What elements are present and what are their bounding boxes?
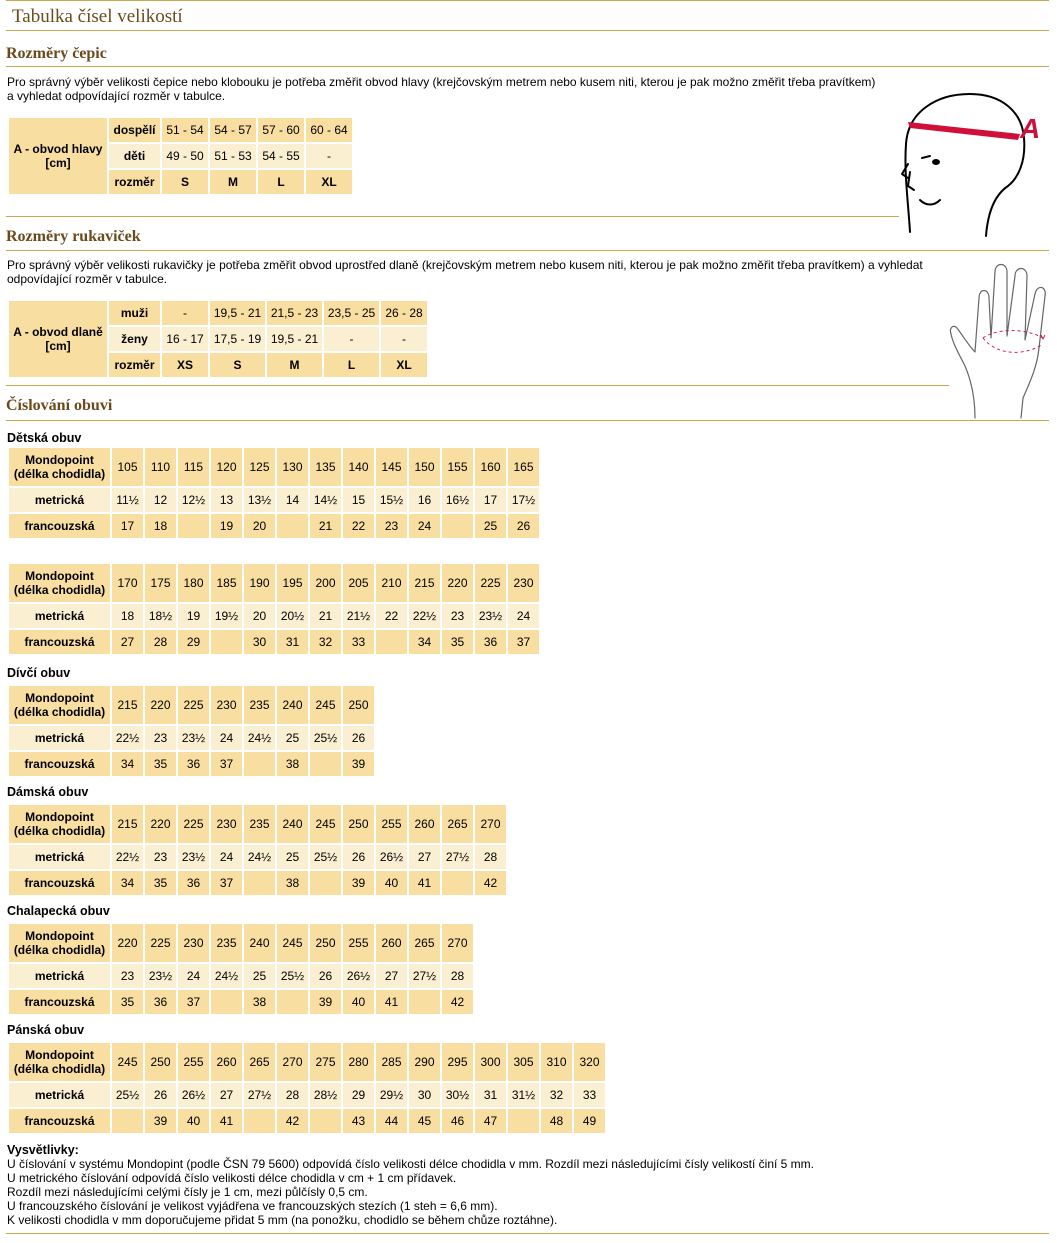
legend-line: K velikosti chodidla v mm doporučujeme přidat 5 mm (na ponožku, chodidlo se během chůze roztáhne). — [7, 1213, 558, 1227]
gloves-row-head: A - obvod dlaně [cm] — [9, 301, 107, 377]
size-cell — [442, 871, 473, 895]
size-cell — [178, 514, 209, 538]
size-cell: 235 — [244, 805, 275, 843]
size-cell: 30 — [409, 1083, 440, 1107]
legend-line: U francouzského číslování je velikost vyjádřena ve francouzských stezích (1 steh = 6,6 mm). — [7, 1199, 498, 1213]
size-cell: 260 — [376, 924, 407, 962]
shoe-size-table — [7, 803, 508, 897]
legend-line: U metrického číslování odpovídá číslo velikosti délce chodidla v cm + 1 cm přídavek. — [7, 1171, 457, 1185]
size-cell: 41 — [376, 990, 407, 1014]
size-cell: 30 — [244, 630, 275, 654]
size-cell: 23½ — [475, 604, 506, 628]
row-label: Mondopoint (délka chodidla) — [9, 924, 110, 962]
size-cell: 245 — [310, 686, 341, 724]
row-label: metrická — [9, 726, 110, 750]
size-cell: 285 — [376, 1043, 407, 1081]
size-cell: 40 — [343, 990, 374, 1014]
row-label: francouzská — [9, 871, 110, 895]
size-cell: 25½ — [310, 726, 341, 750]
size-cell: 275 — [310, 1043, 341, 1081]
size-cell: 215 — [112, 805, 143, 843]
size-cell: 23½ — [178, 726, 209, 750]
size-cell: 29 — [343, 1083, 374, 1107]
shoe-table-title: Chalapecká obuv — [7, 904, 110, 918]
size-cell: 120 — [211, 448, 242, 486]
caps-size-table: A - obvod hlavy [cm] dospělí 51 - 54 54 - 57 57 - 60 60 - 64 děti 49 - 50 51 - 53 54 - 55 - rozměr S M L XL — [7, 116, 354, 196]
size-cell: 26 — [145, 1083, 176, 1107]
size-cell: 125 — [244, 448, 275, 486]
size-cell — [310, 1109, 341, 1133]
size-cell: 23 — [442, 604, 473, 628]
row-label: Mondopoint (délka chodidla) — [9, 564, 110, 602]
divider — [6, 385, 949, 386]
size-cell: 20 — [244, 604, 275, 628]
shoe-table-title: Pánská obuv — [7, 1023, 85, 1037]
size-cell: 210 — [376, 564, 407, 602]
size-cell: 23½ — [178, 845, 209, 869]
size-cell: 31½ — [508, 1083, 539, 1107]
size-cell: 40 — [376, 871, 407, 895]
size-cell: 175 — [145, 564, 176, 602]
size-cell: 23 — [376, 514, 407, 538]
size-cell: 19½ — [211, 604, 242, 628]
size-cell: 23 — [112, 964, 143, 988]
arrow-icon — [1041, 335, 1045, 339]
size-cell: 36 — [178, 752, 209, 776]
size-cell: 24 — [409, 514, 440, 538]
row-label: metrická — [9, 964, 110, 988]
size-cell: 27 — [211, 1083, 242, 1107]
size-cell: 225 — [475, 564, 506, 602]
size-cell: 230 — [178, 924, 209, 962]
gloves-heading: Rozměry rukaviček — [6, 228, 141, 245]
row-label: metrická — [9, 604, 110, 628]
size-cell — [211, 630, 242, 654]
size-cell — [277, 514, 308, 538]
size-cell: 29½ — [376, 1083, 407, 1107]
size-cell: 41 — [211, 1109, 242, 1133]
size-cell: 12½ — [178, 488, 209, 512]
size-cell: 26½ — [376, 845, 407, 869]
size-cell: 23 — [145, 726, 176, 750]
size-cell: 255 — [178, 1043, 209, 1081]
size-cell: 42 — [442, 990, 473, 1014]
size-cell: 36 — [475, 630, 506, 654]
size-cell — [244, 871, 275, 895]
size-cell: 37 — [178, 990, 209, 1014]
size-cell: 23½ — [145, 964, 176, 988]
size-cell: 31 — [277, 630, 308, 654]
size-cell: 24 — [178, 964, 209, 988]
size-cell: 260 — [409, 805, 440, 843]
size-cell: 27½ — [244, 1083, 275, 1107]
row-label: francouzská — [9, 630, 110, 654]
size-cell: 28½ — [310, 1083, 341, 1107]
divider — [6, 66, 1049, 67]
size-cell: 270 — [475, 805, 506, 843]
size-cell: 43 — [343, 1109, 374, 1133]
row-label: francouzská — [9, 990, 110, 1014]
size-cell: 225 — [178, 686, 209, 724]
marker-label: A — [1020, 113, 1041, 144]
shoe-table-title: Dětská obuv — [7, 431, 82, 445]
size-cell: 115 — [178, 448, 209, 486]
size-cell: 20 — [244, 514, 275, 538]
size-cell: 27 — [409, 845, 440, 869]
size-cell: 34 — [409, 630, 440, 654]
size-cell: 300 — [475, 1043, 506, 1081]
row-label: Mondopoint (délka chodidla) — [9, 805, 110, 843]
size-cell: 26 — [310, 964, 341, 988]
size-cell: 160 — [475, 448, 506, 486]
size-cell: 25 — [475, 514, 506, 538]
size-cell: 22 — [376, 604, 407, 628]
row-label: metrická — [9, 1083, 110, 1107]
legend-title: Vysvětlivky: — [7, 1143, 79, 1157]
eye-icon — [932, 159, 940, 165]
size-cell: 250 — [343, 686, 374, 724]
size-cell: 165 — [508, 448, 539, 486]
size-cell — [244, 752, 275, 776]
size-cell: 225 — [145, 924, 176, 962]
row-label: Mondopoint (délka chodidla) — [9, 686, 110, 724]
size-cell: 205 — [343, 564, 374, 602]
size-cell: 21½ — [343, 604, 374, 628]
size-cell: 25 — [277, 726, 308, 750]
legend-line: Rozdíl mezi následujícími celými čísly je 1 cm, mezi půlčísly 0,5 cm. — [7, 1185, 368, 1199]
size-cell: 24 — [211, 726, 242, 750]
size-cell: 250 — [310, 924, 341, 962]
size-cell: 260 — [211, 1043, 242, 1081]
size-cell: 35 — [442, 630, 473, 654]
size-cell — [211, 990, 242, 1014]
size-cell: 28 — [475, 845, 506, 869]
size-cell: 295 — [442, 1043, 473, 1081]
size-cell: 185 — [211, 564, 242, 602]
size-cell: 240 — [277, 686, 308, 724]
shoe-size-table — [7, 1041, 607, 1135]
size-cell: 15½ — [376, 488, 407, 512]
size-cell: 32 — [541, 1083, 572, 1107]
size-cell: 26½ — [178, 1083, 209, 1107]
size-cell: 265 — [442, 805, 473, 843]
size-cell: 27 — [112, 630, 143, 654]
size-cell: 145 — [376, 448, 407, 486]
size-cell: 39 — [310, 990, 341, 1014]
size-cell: 255 — [376, 805, 407, 843]
size-cell: 195 — [277, 564, 308, 602]
size-cell: 46 — [442, 1109, 473, 1133]
size-cell: 37 — [508, 630, 539, 654]
size-cell — [508, 1109, 539, 1133]
size-cell: 105 — [112, 448, 143, 486]
legend — [7, 1143, 1047, 1227]
caps-row-head: A - obvod hlavy [cm] — [9, 118, 107, 194]
size-cell: 47 — [475, 1109, 506, 1133]
size-cell — [376, 630, 407, 654]
size-cell: 28 — [145, 630, 176, 654]
size-cell: 270 — [442, 924, 473, 962]
size-cell: 38 — [277, 752, 308, 776]
size-cell: 265 — [409, 924, 440, 962]
row-label: metrická — [9, 488, 110, 512]
size-cell: 42 — [475, 871, 506, 895]
size-cell: 18 — [112, 604, 143, 628]
size-cell: 36 — [178, 871, 209, 895]
size-cell: 200 — [310, 564, 341, 602]
size-cell: 38 — [277, 871, 308, 895]
size-cell: 22½ — [112, 845, 143, 869]
divider — [6, 1233, 1049, 1234]
size-cell: 30½ — [442, 1083, 473, 1107]
row-label: metrická — [9, 845, 110, 869]
size-cell: 37 — [211, 871, 242, 895]
size-cell: 17 — [475, 488, 506, 512]
size-cell: 215 — [112, 686, 143, 724]
size-cell: 240 — [277, 805, 308, 843]
size-cell: 250 — [343, 805, 374, 843]
size-cell: 13 — [211, 488, 242, 512]
size-cell: 135 — [310, 448, 341, 486]
size-cell: 150 — [409, 448, 440, 486]
size-cell: 230 — [211, 686, 242, 724]
size-cell: 35 — [112, 990, 143, 1014]
size-cell: 38 — [244, 990, 275, 1014]
divider — [6, 250, 1049, 251]
shoe-size-table — [7, 446, 541, 540]
size-cell: 140 — [343, 448, 374, 486]
size-cell: 33 — [574, 1083, 605, 1107]
size-cell: 31 — [475, 1083, 506, 1107]
divider — [6, 216, 899, 217]
size-cell: 25½ — [277, 964, 308, 988]
size-cell: 230 — [508, 564, 539, 602]
size-cell: 155 — [442, 448, 473, 486]
size-cell — [442, 514, 473, 538]
size-cell: 19 — [211, 514, 242, 538]
size-cell: 245 — [277, 924, 308, 962]
size-cell: 34 — [112, 871, 143, 895]
size-cell: 250 — [145, 1043, 176, 1081]
size-cell: 34 — [112, 752, 143, 776]
shoe-size-table — [7, 562, 541, 656]
hand-measurement-illustration — [945, 258, 1050, 420]
size-cell: 310 — [541, 1043, 572, 1081]
size-cell: 14 — [277, 488, 308, 512]
size-cell: 17½ — [508, 488, 539, 512]
size-cell — [112, 1109, 143, 1133]
size-cell: 42 — [277, 1109, 308, 1133]
size-cell: 25 — [244, 964, 275, 988]
size-cell: 290 — [409, 1043, 440, 1081]
size-cell: 130 — [277, 448, 308, 486]
row-label: francouzská — [9, 1109, 110, 1133]
size-cell: 245 — [112, 1043, 143, 1081]
size-cell: 16 — [409, 488, 440, 512]
size-cell — [310, 752, 341, 776]
size-cell: 27½ — [409, 964, 440, 988]
size-cell: 170 — [112, 564, 143, 602]
size-cell: 40 — [178, 1109, 209, 1133]
size-cell: 270 — [277, 1043, 308, 1081]
size-cell: 225 — [178, 805, 209, 843]
size-cell: 220 — [145, 686, 176, 724]
size-cell: 33 — [343, 630, 374, 654]
row-label: Mondopoint (délka chodidla) — [9, 448, 110, 486]
size-cell: 18 — [145, 514, 176, 538]
caps-heading: Rozměry čepic — [6, 45, 107, 62]
page-title: Tabulka čísel velikostí — [6, 0, 1049, 31]
size-cell: 245 — [310, 805, 341, 843]
size-cell: 280 — [343, 1043, 374, 1081]
size-cell: 220 — [442, 564, 473, 602]
size-cell: 23 — [145, 845, 176, 869]
size-cell: 17 — [112, 514, 143, 538]
size-cell: 35 — [145, 752, 176, 776]
size-cell: 12 — [145, 488, 176, 512]
size-cell: 255 — [343, 924, 374, 962]
size-cell: 36 — [145, 990, 176, 1014]
caps-description: Pro správný výběr velikosti čepice nebo klobouku je potřeba změřit obvod hlavy (krejčovským metrem nebo kusem niti, kterou je pak možno změřit třeba pravítkem) a vyhledat odpovídající rozměr v tabulce. — [7, 75, 876, 103]
shoe-size-table — [7, 922, 475, 1016]
size-cell: 24½ — [211, 964, 242, 988]
head-measurement-illustration — [900, 82, 1050, 248]
size-cell — [277, 990, 308, 1014]
size-cell: 320 — [574, 1043, 605, 1081]
size-cell: 15 — [343, 488, 374, 512]
size-cell: 27½ — [442, 845, 473, 869]
size-cell: 16½ — [442, 488, 473, 512]
size-cell: 21 — [310, 514, 341, 538]
legend-line: U číslování v systému Mondopint (podle ČSN 79 5600) odpovídá číslo velikosti délce chodidla v mm. Rozdíl mezi následujícími čísly velikostí činí 5 mm. — [7, 1157, 814, 1171]
size-cell: 215 — [409, 564, 440, 602]
size-cell: 49 — [574, 1109, 605, 1133]
size-cell: 11½ — [112, 488, 143, 512]
size-cell: 22 — [343, 514, 374, 538]
divider — [6, 420, 1049, 421]
size-cell: 44 — [376, 1109, 407, 1133]
size-cell: 39 — [343, 752, 374, 776]
gloves-description: Pro správný výběr velikosti rukavičky je potřeba změřit obvod uprostřed dlaně (krejčovským metrem nebo kusem niti, kterou je pak možno změřit třeba pravítkem) a vyhledat odpovídající rozměr v tabulce. — [7, 258, 923, 286]
size-cell: 28 — [442, 964, 473, 988]
gloves-size-table: A - obvod dlaně [cm] muži - 19,5 - 21 21,5 - 23 23,5 - 25 26 - 28 ženy 16 - 17 17,5 - 19 19,5 - 21 - - rozměr XS S M L XL — [7, 299, 429, 379]
size-cell: 37 — [211, 752, 242, 776]
size-cell: 220 — [112, 924, 143, 962]
size-cell — [310, 871, 341, 895]
row-label: Mondopoint (délka chodidla) — [9, 1043, 110, 1081]
size-cell: 22½ — [112, 726, 143, 750]
size-cell: 190 — [244, 564, 275, 602]
shoes-heading: Číslování obuvi — [6, 397, 113, 414]
size-cell: 24½ — [244, 726, 275, 750]
size-cell: 39 — [343, 871, 374, 895]
size-cell: 39 — [145, 1109, 176, 1133]
size-cell: 18½ — [145, 604, 176, 628]
size-cell: 45 — [409, 1109, 440, 1133]
shoe-size-table — [7, 684, 376, 778]
size-cell: 32 — [310, 630, 341, 654]
size-cell: 110 — [145, 448, 176, 486]
size-cell: 24 — [211, 845, 242, 869]
size-cell: 14½ — [310, 488, 341, 512]
size-cell: 22½ — [409, 604, 440, 628]
row-label: francouzská — [9, 514, 110, 538]
measurement-band — [908, 122, 1020, 140]
size-cell: 240 — [244, 924, 275, 962]
shoe-table-title: Dívčí obuv — [7, 666, 71, 680]
size-cell: 305 — [508, 1043, 539, 1081]
size-cell: 20½ — [277, 604, 308, 628]
size-cell: 25½ — [112, 1083, 143, 1107]
size-cell — [409, 990, 440, 1014]
size-cell: 35 — [145, 871, 176, 895]
size-cell: 26½ — [343, 964, 374, 988]
size-cell: 26 — [508, 514, 539, 538]
size-cell: 27 — [376, 964, 407, 988]
size-cell: 41 — [409, 871, 440, 895]
size-cell: 24 — [508, 604, 539, 628]
size-cell: 26 — [343, 845, 374, 869]
size-cell: 21 — [310, 604, 341, 628]
size-cell: 28 — [277, 1083, 308, 1107]
size-cell: 13½ — [244, 488, 275, 512]
size-cell: 48 — [541, 1109, 572, 1133]
size-cell: 265 — [244, 1043, 275, 1081]
size-cell: 235 — [244, 686, 275, 724]
size-cell: 19 — [178, 604, 209, 628]
size-cell — [244, 1109, 275, 1133]
size-cell: 29 — [178, 630, 209, 654]
size-cell: 180 — [178, 564, 209, 602]
size-cell: 230 — [211, 805, 242, 843]
size-cell: 25½ — [310, 845, 341, 869]
size-cell: 220 — [145, 805, 176, 843]
shoe-table-title: Dámská obuv — [7, 785, 89, 799]
row-label: francouzská — [9, 752, 110, 776]
size-cell: 26 — [343, 726, 374, 750]
size-cell: 235 — [211, 924, 242, 962]
size-cell: 24½ — [244, 845, 275, 869]
size-cell: 25 — [277, 845, 308, 869]
